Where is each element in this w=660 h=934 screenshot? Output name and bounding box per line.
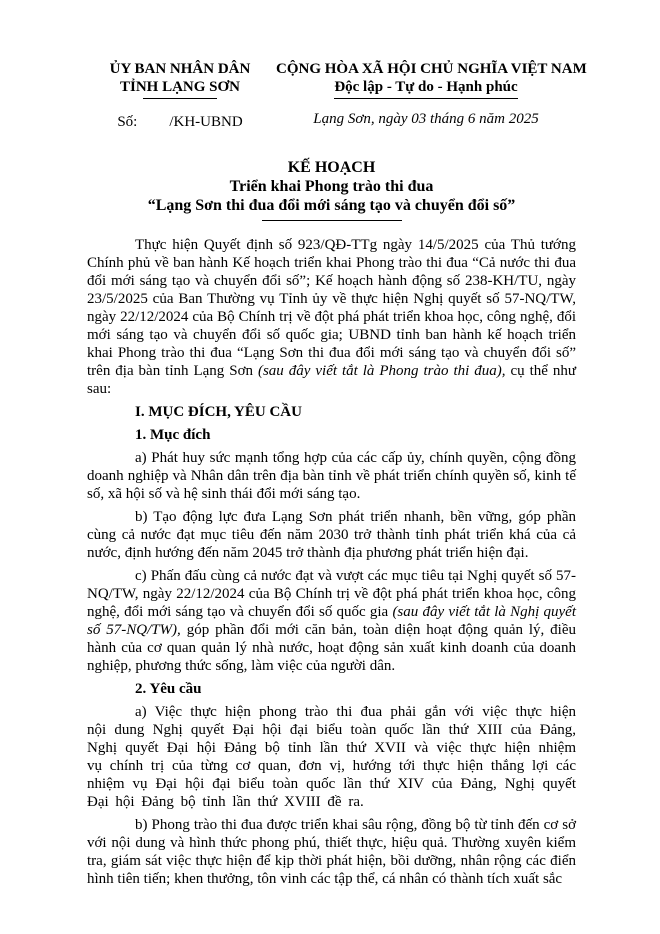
document-number-label: Số: xyxy=(117,114,138,130)
national-motto: Độc lập - Tự do - Hạnh phúc xyxy=(334,78,517,99)
subsection-1-2-heading xyxy=(87,680,576,698)
movement-name-title: “Lạng Sơn thi đua đổi mới sáng tạo và chuyển đổi số” xyxy=(147,197,516,214)
document-number-symbol: /KH-UBND xyxy=(169,114,243,130)
text-run: Thực hiện Quyết định số 923/QĐ-TTg ngày 14/5/2025 của Thủ tướng Chính phủ về ban hành Kế hoạch triển khai Phong trào thi đua “Cả nước thi đua đổi mới sáng tạo và chuyển đổi số”; Kế hoạch hành động số 238-KH/TU, ngày 23/5/2025 của Ban Thường vụ Tỉnh ủy về thực hiện Nghị quyết số 57-NQ/TW, ngày 22/12/2024 của Bộ Chính trị về đột phá phát triển khoa học, công nghệ, đổi mới sáng tạo và chuyển đổi số quốc gia; UBND tỉnh ban hành kế hoạch triển khai Phong trào thi đua “Lạng Sơn thi đua đổi mới sáng tạo và chuyển đổi số” trên địa bàn tỉnh Lạng Sơn xyxy=(87,237,576,379)
yeu-cau-point-b xyxy=(87,816,576,888)
italic-run: (sau đây viết tắt là Nghị quyết số 57-NQ/TW), xyxy=(87,604,576,638)
national-header-block xyxy=(276,60,587,128)
section-1-heading xyxy=(87,403,576,421)
text-run: b) Tạo động lực đưa Lạng Sơn phát triển nhanh, bền vững, góp phần cùng cả nước đạt mục tiêu đến năm 2030 trở thành tỉnh phát triển khá của cả nước, định hướng đến năm 2045 trở thành địa phương phát triển hiện đại. xyxy=(87,509,576,561)
document-title-block xyxy=(87,158,576,221)
yeu-cau-point-a xyxy=(87,703,576,811)
document-number-line xyxy=(87,113,273,131)
text-run: a) Việc thực hiện phong trào thi đua phải gắn với việc thực hiện nội dung Nghị quyết Đại hội đại biểu toàn quốc lần thứ XIII của Đảng, Nghị quyết Đại hội Đảng bộ tỉnh lần thứ XVII và việc thực hiện nhiệm vụ chính trị của từng cơ quan, đơn vị, hướng tới thực hiện thắng lợi các nhiệm vụ Đại hội đại biểu toàn quốc lần thứ XIV của Đảng, Nghị quyết Đại hội Đảng bộ tỉnh lần thứ XVIII đề ra. xyxy=(87,704,576,810)
national-motto-wrap xyxy=(276,78,576,99)
document-body xyxy=(87,236,576,888)
text-run: góp phần đổi mới căn bản, toàn diện hoạt động quản lý, điều hành của cơ quan quản lý nhà nước, hoạt động sản xuất kinh doanh của doanh nghiệp, phương thức sống, làm việc của người dân. xyxy=(87,622,576,674)
document-header xyxy=(87,60,587,131)
authority-underline xyxy=(143,98,217,99)
muc-dich-point-b xyxy=(87,508,576,562)
document-content xyxy=(87,60,587,888)
issuing-authority-province: TỈNH LẠNG SƠN xyxy=(119,79,241,95)
national-title: CỘNG HÒA XÃ HỘI CHỦ NGHĨA VIỆT NAM xyxy=(276,61,587,77)
text-run: 2. Yêu cầu xyxy=(135,681,202,697)
text-run: I. MỤC ĐÍCH, YÊU CẦU xyxy=(135,404,302,420)
document-subtitle: Triển khai Phong trào thi đua xyxy=(229,178,434,195)
muc-dich-point-a xyxy=(87,449,576,503)
document-type-title: KẾ HOẠCH xyxy=(287,159,376,176)
italic-run: (sau đây viết tắt là Phong trào thi đua), xyxy=(257,363,506,379)
place-date-line: Lạng Sơn, ngày 03 tháng 6 năm 2025 xyxy=(313,111,539,127)
subsection-1-1-heading xyxy=(87,426,576,444)
text-run: cụ thể như sau: xyxy=(87,363,576,397)
text-run: c) Phấn đấu cùng cả nước đạt và vượt các mục tiêu tại Nghị quyết số 57-NQ/TW, ngày 22/12/2024 của Bộ Chính trị về đột phá phát triển khoa học, công nghệ, đổi mới sáng tạo và chuyển đổi số quốc gia xyxy=(87,568,576,620)
title-separator xyxy=(262,220,402,221)
issuing-authority-name: ỦY BAN NHÂN DÂN xyxy=(109,61,251,77)
text-run: 1. Mục đích xyxy=(135,427,211,443)
issuing-authority-block xyxy=(87,60,273,131)
text-run: a) Phát huy sức mạnh tổng hợp của các cấp ủy, chính quyền, cộng đồng doanh nghiệp và Nhân dân trên địa bàn tỉnh về phát triển chính quyền số, kinh tế số, xã hội số và hệ sinh thái đổi mới sáng tạo. xyxy=(87,450,576,502)
muc-dich-point-c xyxy=(87,567,576,675)
intro-paragraph xyxy=(87,236,576,398)
text-run: b) Phong trào thi đua được triển khai sâu rộng, đồng bộ từ tỉnh đến cơ sở với nội dung và hình thức phong phú, thiết thực, hiệu quả. Thường xuyên kiểm tra, giám sát việc thực hiện để kịp thời phát hiện, bồi dưỡng, nhân rộng các điển hình tiên tiến; khen thưởng, tôn vinh các tập thể, cá nhân có thành tích xuất sắc xyxy=(87,817,576,887)
